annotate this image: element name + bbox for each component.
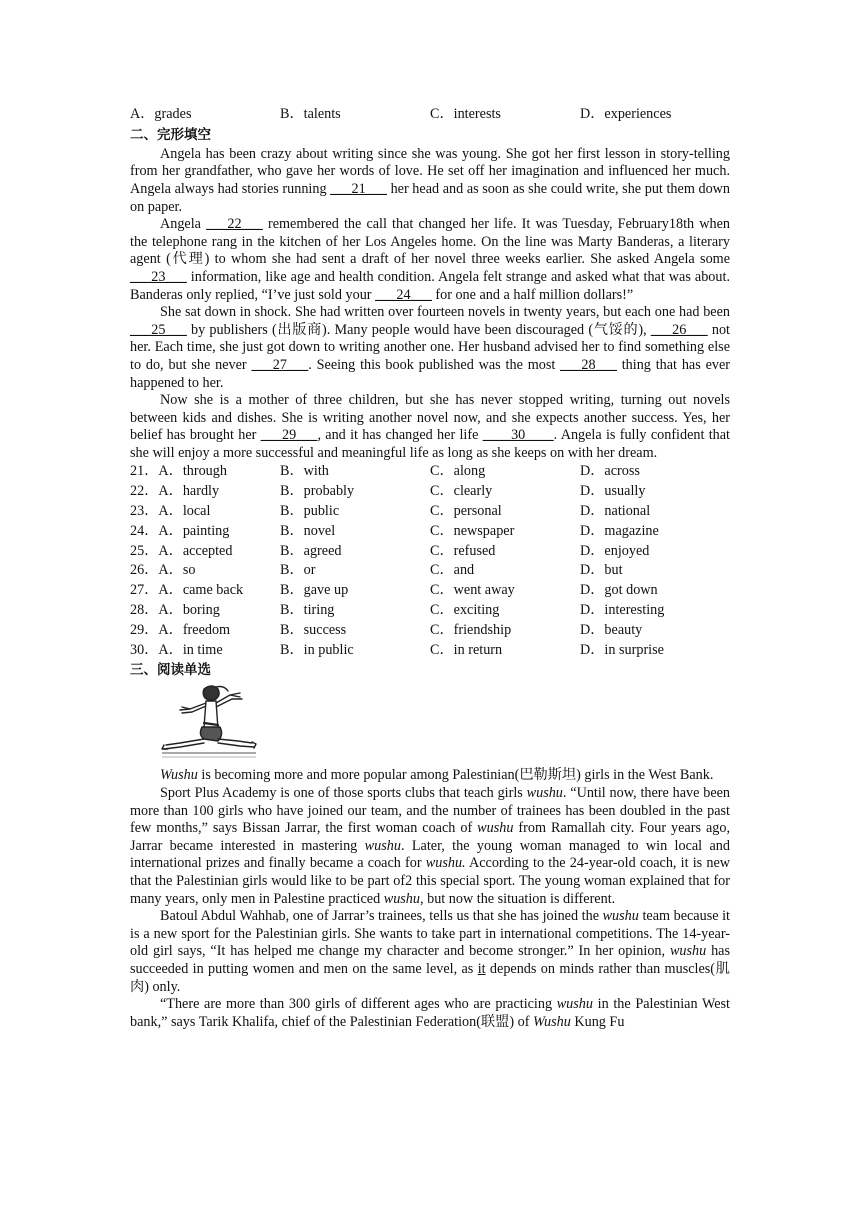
option-b: B．probably [280,483,355,500]
option-b: B．tiring [280,602,335,619]
paragraph-text: not her. Each time, she just got down to writing another one. Her husband advised her to find something else to do, but she never [130,321,731,373]
option-b: B．talents [280,106,341,122]
option-a: A．through [158,463,227,480]
question-number: 23． [130,503,159,520]
paragraph-text: Angela [160,216,207,233]
italic-term: wushu [383,890,420,907]
paragraph-text: her head and as soon as she could write, she put them down on paper. [130,180,731,215]
paragraph-text: Now she is a mother of three children, but she has never stopped writing, turning out novels between kids and dishes. She is writing another novel now, and she expects another success. Yes, her belief has brought her [130,392,730,444]
paragraph-text: in the Palestinian West bank,” says Tarik Khalifa, chief of the Palestinian Federation(联盟) of [130,996,730,1030]
option-d: D．national [580,503,651,520]
question-options-row [130,622,730,642]
paragraph-text: , and it has changed her life [317,427,483,444]
paragraph-text: remembered the call that changed her life. It was Tuesday, February18th when the telephone rang in the kitchen of her Los Angeles home. On the line was Marty Banderas, a literary agent (代理) to whom she had sent a draft of her novel three weeks earlier. She asked Angela some [130,216,730,268]
wushu-illustration [160,683,258,763]
option-d: D．enjoyed [580,542,650,559]
paragraph-text: “There are more than 300 girls of different ages who are practicing [160,996,557,1013]
italic-term: wushu [364,837,401,854]
previous-question-options [130,106,730,126]
option-c: C．friendship [430,621,512,638]
option-b: B．with [280,463,329,480]
option-a: A．local [158,503,211,520]
cloze-blank: ___26___ [650,321,708,338]
cloze-blank: ___21___ [330,180,387,197]
paragraph-text: for one and a half million dollars!” [431,286,634,303]
option-c: C．newspaper [430,522,515,539]
italic-term: wushu [477,820,514,837]
question-number: 29． [130,621,159,638]
option-b: B．or [280,562,316,579]
paragraph-text: team because it is a new sport for the Palestinian girls. She wants to take part in international competitions. The 14-year-old girl says, “It has helped me change my character and become stronger.” In her opinion, [130,908,730,960]
paragraph-text: has succeeded in putting women and men on the same level, as [130,943,730,977]
section-title-reading: 三、阅读单选 [130,662,211,679]
option-c: C．exciting [430,602,500,619]
question-number: 30． [130,641,159,658]
option-a: A．came back [158,582,244,599]
paragraph-text: thing that has ever happened to her. [130,356,730,391]
reading-paragraph [130,767,730,785]
option-c: C．personal [430,503,502,520]
paragraph-text: Batoul Abdul Wahhab, one of Jarrar’s trainees, tells us that she has joined the [160,908,603,925]
option-a: A．painting [158,522,230,539]
italic-term: wushu [602,908,639,925]
paragraph-text: . “Until now, there have been more than 100 girls who have joined our team, and the number of trainees has been doubled in the past few months,” says Bissan Jarrar, the first woman coach of [130,785,731,837]
paragraph-text: is becoming more and more popular among Palestinian(巴勒斯坦) girls in the West Bank. [197,767,714,784]
option-a: A．freedom [158,621,231,638]
question-number: 25． [130,542,159,559]
option-d: D．but [580,562,623,579]
option-c: C．went away [430,582,515,599]
cloze-paragraph [130,146,730,216]
question-options-row [130,582,730,602]
question-options-row [130,602,730,622]
cloze-paragraph [130,392,730,462]
italic-term: Wushu [160,767,198,784]
italic-term: wushu [556,996,593,1013]
option-d: D．in surprise [580,641,664,658]
option-b: B．public [280,503,340,520]
question-options-row [130,483,730,503]
cloze-blank: ___24___ [375,286,432,303]
cloze-passage [130,146,730,463]
question-number: 21． [130,463,159,480]
reading-paragraph [130,908,730,996]
option-d: D．interesting [580,602,665,619]
option-d: D．got down [580,582,658,599]
section-title-cloze: 二、完形填空 [130,126,211,143]
paragraph-text: , but now the situation is different. [420,890,616,907]
paragraph-text: Kung Fu [570,1013,625,1030]
question-options-row [130,543,730,563]
option-a: A．hardly [158,483,220,500]
wushu-girl-split-jump-image [160,683,258,763]
underlined-word: it [477,960,486,977]
italic-term: wushu. [425,855,466,872]
question-options-row [130,523,730,543]
option-d: D．experiences [580,106,672,122]
option-c: C．refused [430,542,496,559]
cloze-paragraph [130,304,730,392]
italic-term: wushu [526,785,563,802]
option-d: D．across [580,463,640,480]
paragraph-text: According to the 24-year-old coach, it is new that the Palestinian girls would like to be part of2 this special sport. The young woman explained that for many years, only men in Palestine practiced [130,855,730,907]
option-b: B．in public [280,641,354,658]
reading-paragraph [130,996,730,1031]
option-a: A．boring [158,602,220,619]
option-d: D．beauty [580,621,643,638]
reading-paragraph [130,785,730,908]
cloze-blank: ___27___ [251,356,309,373]
question-number: 22． [130,483,159,500]
cloze-blank: ___23___ [130,268,187,285]
paragraph-text: depends on minds rather than muscles(肌肉) only. [130,960,730,995]
option-b: B．gave up [280,582,349,599]
option-c: C．interests [430,106,501,122]
question-options-row [130,503,730,523]
cloze-blank: ___22___ [206,216,263,233]
cloze-options [130,463,730,661]
option-c: C．and [430,562,475,579]
paragraph-text: She sat down in shock. She had written over fourteen novels in twenty years, but each one had been [160,304,730,321]
option-d: D．magazine [580,522,659,539]
question-options-row [130,463,730,483]
question-options-row [130,642,730,662]
option-a: A．in time [158,641,223,658]
reading-passage [130,767,730,1031]
paragraph-text: by publishers (出版商). Many people would have been discouraged (气馁的), [186,321,651,338]
paragraph-text: Sport Plus Academy is one of those sports clubs that teach girls [160,785,527,802]
option-d: D．usually [580,483,646,500]
question-number: 27． [130,582,159,599]
cloze-blank: ___25___ [130,321,187,338]
page-content [130,106,730,1031]
paragraph-text: . Angela is fully confident that she will enjoy a more successful and meaningful life as long as she keeps on with her dream. [130,427,730,461]
paragraph-text: . Later, the young woman managed to win local and international prizes and finally became a coach for [130,837,730,872]
option-a: A．so [158,562,196,579]
option-a: A．grades [130,106,192,122]
question-number: 24． [130,522,159,539]
option-a: A．accepted [158,542,233,559]
question-number: 26． [130,562,159,579]
option-b: B．success [280,621,347,638]
option-b: B．agreed [280,542,342,559]
italic-term: Wushu [532,1013,571,1030]
paragraph-text: information, like age and health condition. Angela felt strange and asked what that was about. Banderas only replied, “I’ve just sold your [130,268,730,303]
question-number: 28． [130,602,159,619]
paragraph-text: . Seeing this book published was the most [308,356,561,373]
cloze-blank: ___29___ [260,427,318,444]
option-c: C．clearly [430,483,493,500]
cloze-paragraph [130,216,730,304]
question-options-row [130,562,730,582]
option-b: B．novel [280,522,336,539]
paragraph-text: Angela has been crazy about writing since she was young. She got her first lesson in story-telling from her grandfather, who gave her words of love. He set off her imagination and influenced her much. Angela always had stories running [130,145,730,197]
italic-term: wushu [669,943,707,960]
option-c: C．in return [430,641,503,658]
cloze-blank: ____30____ [482,427,554,444]
cloze-blank: ___28___ [560,356,617,373]
option-c: C．along [430,463,486,480]
paragraph-text: from Ramallah city. Four years ago, Jarrar became interested in mastering [130,820,730,854]
